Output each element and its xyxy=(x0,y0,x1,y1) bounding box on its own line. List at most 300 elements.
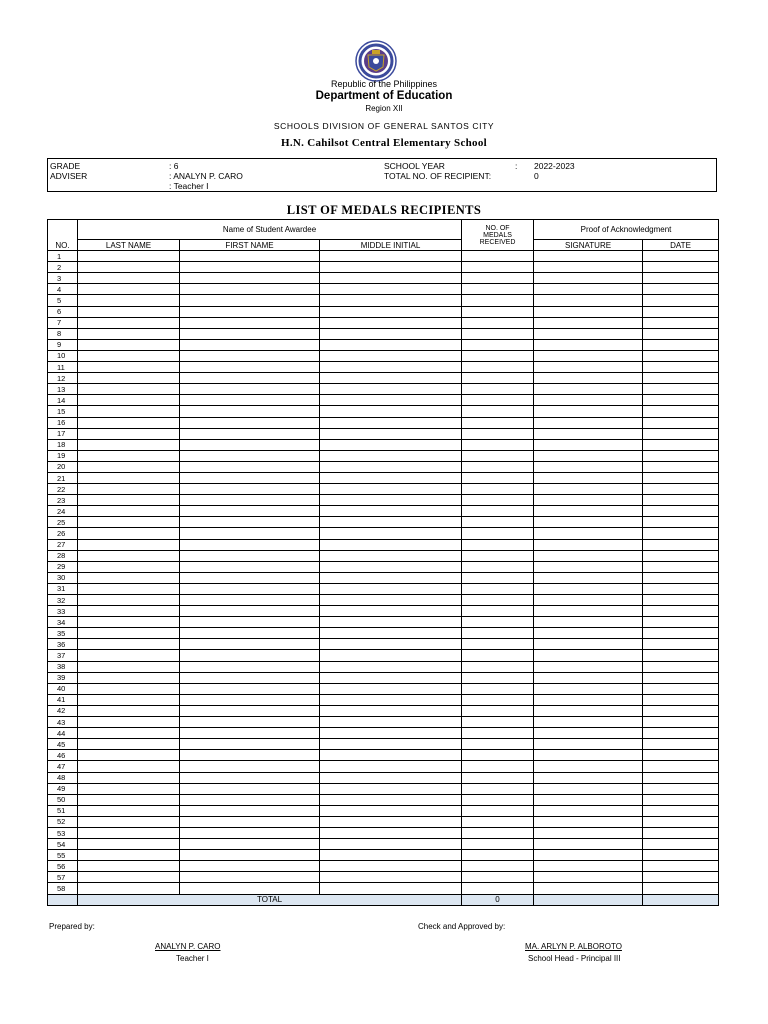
middle-initial-cell[interactable] xyxy=(320,461,462,472)
middle-initial-cell[interactable] xyxy=(320,761,462,772)
date-cell[interactable] xyxy=(643,428,719,439)
date-cell[interactable] xyxy=(643,284,719,295)
last-name-cell[interactable] xyxy=(78,273,180,284)
last-name-cell[interactable] xyxy=(78,650,180,661)
first-name-cell[interactable] xyxy=(180,728,320,739)
last-name-cell[interactable] xyxy=(78,284,180,295)
signature-cell[interactable] xyxy=(534,373,643,384)
signature-cell[interactable] xyxy=(534,595,643,606)
date-cell[interactable] xyxy=(643,772,719,783)
medals-cell[interactable] xyxy=(462,517,534,528)
first-name-cell[interactable] xyxy=(180,395,320,406)
date-cell[interactable] xyxy=(643,705,719,716)
first-name-cell[interactable] xyxy=(180,284,320,295)
medals-cell[interactable] xyxy=(462,628,534,639)
medals-cell[interactable] xyxy=(462,639,534,650)
middle-initial-cell[interactable] xyxy=(320,472,462,483)
medals-cell[interactable] xyxy=(462,761,534,772)
signature-cell[interactable] xyxy=(534,783,643,794)
date-cell[interactable] xyxy=(643,794,719,805)
medals-cell[interactable] xyxy=(462,362,534,373)
first-name-cell[interactable] xyxy=(180,861,320,872)
date-cell[interactable] xyxy=(643,306,719,317)
signature-cell[interactable] xyxy=(534,472,643,483)
date-cell[interactable] xyxy=(643,750,719,761)
medals-cell[interactable] xyxy=(462,694,534,705)
signature-cell[interactable] xyxy=(534,439,643,450)
signature-cell[interactable] xyxy=(534,628,643,639)
signature-cell[interactable] xyxy=(534,450,643,461)
first-name-cell[interactable] xyxy=(180,883,320,894)
middle-initial-cell[interactable] xyxy=(320,539,462,550)
middle-initial-cell[interactable] xyxy=(320,517,462,528)
signature-cell[interactable] xyxy=(534,251,643,262)
first-name-cell[interactable] xyxy=(180,872,320,883)
signature-cell[interactable] xyxy=(534,262,643,273)
medals-cell[interactable] xyxy=(462,284,534,295)
middle-initial-cell[interactable] xyxy=(320,350,462,361)
signature-cell[interactable] xyxy=(534,639,643,650)
middle-initial-cell[interactable] xyxy=(320,728,462,739)
signature-cell[interactable] xyxy=(534,739,643,750)
middle-initial-cell[interactable] xyxy=(320,328,462,339)
signature-cell[interactable] xyxy=(534,406,643,417)
signature-cell[interactable] xyxy=(534,794,643,805)
medals-cell[interactable] xyxy=(462,317,534,328)
date-cell[interactable] xyxy=(643,384,719,395)
last-name-cell[interactable] xyxy=(78,861,180,872)
first-name-cell[interactable] xyxy=(180,439,320,450)
date-cell[interactable] xyxy=(643,728,719,739)
signature-cell[interactable] xyxy=(534,839,643,850)
medals-cell[interactable] xyxy=(462,805,534,816)
first-name-cell[interactable] xyxy=(180,694,320,705)
middle-initial-cell[interactable] xyxy=(320,339,462,350)
last-name-cell[interactable] xyxy=(78,628,180,639)
signature-cell[interactable] xyxy=(534,717,643,728)
middle-initial-cell[interactable] xyxy=(320,362,462,373)
first-name-cell[interactable] xyxy=(180,306,320,317)
medals-cell[interactable] xyxy=(462,794,534,805)
signature-cell[interactable] xyxy=(534,683,643,694)
middle-initial-cell[interactable] xyxy=(320,273,462,284)
last-name-cell[interactable] xyxy=(78,816,180,827)
middle-initial-cell[interactable] xyxy=(320,450,462,461)
date-cell[interactable] xyxy=(643,583,719,594)
date-cell[interactable] xyxy=(643,606,719,617)
first-name-cell[interactable] xyxy=(180,705,320,716)
signature-cell[interactable] xyxy=(534,728,643,739)
last-name-cell[interactable] xyxy=(78,317,180,328)
date-cell[interactable] xyxy=(643,417,719,428)
signature-cell[interactable] xyxy=(534,772,643,783)
last-name-cell[interactable] xyxy=(78,406,180,417)
first-name-cell[interactable] xyxy=(180,650,320,661)
middle-initial-cell[interactable] xyxy=(320,317,462,328)
first-name-cell[interactable] xyxy=(180,683,320,694)
last-name-cell[interactable] xyxy=(78,450,180,461)
date-cell[interactable] xyxy=(643,484,719,495)
medals-cell[interactable] xyxy=(462,650,534,661)
last-name-cell[interactable] xyxy=(78,539,180,550)
first-name-cell[interactable] xyxy=(180,528,320,539)
medals-cell[interactable] xyxy=(462,328,534,339)
last-name-cell[interactable] xyxy=(78,783,180,794)
signature-cell[interactable] xyxy=(534,761,643,772)
medals-cell[interactable] xyxy=(462,506,534,517)
medals-cell[interactable] xyxy=(462,883,534,894)
date-cell[interactable] xyxy=(643,839,719,850)
signature-cell[interactable] xyxy=(534,284,643,295)
first-name-cell[interactable] xyxy=(180,517,320,528)
date-cell[interactable] xyxy=(643,506,719,517)
middle-initial-cell[interactable] xyxy=(320,373,462,384)
first-name-cell[interactable] xyxy=(180,428,320,439)
date-cell[interactable] xyxy=(643,273,719,284)
date-cell[interactable] xyxy=(643,872,719,883)
middle-initial-cell[interactable] xyxy=(320,417,462,428)
middle-initial-cell[interactable] xyxy=(320,794,462,805)
signature-cell[interactable] xyxy=(534,816,643,827)
last-name-cell[interactable] xyxy=(78,517,180,528)
last-name-cell[interactable] xyxy=(78,694,180,705)
signature-cell[interactable] xyxy=(534,861,643,872)
last-name-cell[interactable] xyxy=(78,384,180,395)
middle-initial-cell[interactable] xyxy=(320,694,462,705)
signature-cell[interactable] xyxy=(534,872,643,883)
middle-initial-cell[interactable] xyxy=(320,850,462,861)
date-cell[interactable] xyxy=(643,450,719,461)
date-cell[interactable] xyxy=(643,761,719,772)
last-name-cell[interactable] xyxy=(78,395,180,406)
signature-cell[interactable] xyxy=(534,572,643,583)
medals-cell[interactable] xyxy=(462,772,534,783)
middle-initial-cell[interactable] xyxy=(320,428,462,439)
middle-initial-cell[interactable] xyxy=(320,561,462,572)
middle-initial-cell[interactable] xyxy=(320,595,462,606)
last-name-cell[interactable] xyxy=(78,506,180,517)
last-name-cell[interactable] xyxy=(78,472,180,483)
first-name-cell[interactable] xyxy=(180,739,320,750)
last-name-cell[interactable] xyxy=(78,728,180,739)
signature-cell[interactable] xyxy=(534,650,643,661)
first-name-cell[interactable] xyxy=(180,362,320,373)
signature-cell[interactable] xyxy=(534,705,643,716)
signature-cell[interactable] xyxy=(534,561,643,572)
last-name-cell[interactable] xyxy=(78,484,180,495)
middle-initial-cell[interactable] xyxy=(320,617,462,628)
signature-cell[interactable] xyxy=(534,362,643,373)
first-name-cell[interactable] xyxy=(180,850,320,861)
signature-cell[interactable] xyxy=(534,428,643,439)
middle-initial-cell[interactable] xyxy=(320,883,462,894)
middle-initial-cell[interactable] xyxy=(320,395,462,406)
first-name-cell[interactable] xyxy=(180,717,320,728)
first-name-cell[interactable] xyxy=(180,595,320,606)
first-name-cell[interactable] xyxy=(180,827,320,838)
medals-cell[interactable] xyxy=(462,783,534,794)
middle-initial-cell[interactable] xyxy=(320,705,462,716)
date-cell[interactable] xyxy=(643,883,719,894)
date-cell[interactable] xyxy=(643,373,719,384)
middle-initial-cell[interactable] xyxy=(320,861,462,872)
last-name-cell[interactable] xyxy=(78,528,180,539)
first-name-cell[interactable] xyxy=(180,750,320,761)
last-name-cell[interactable] xyxy=(78,561,180,572)
date-cell[interactable] xyxy=(643,628,719,639)
signature-cell[interactable] xyxy=(534,295,643,306)
first-name-cell[interactable] xyxy=(180,805,320,816)
middle-initial-cell[interactable] xyxy=(320,783,462,794)
last-name-cell[interactable] xyxy=(78,350,180,361)
medals-cell[interactable] xyxy=(462,705,534,716)
middle-initial-cell[interactable] xyxy=(320,628,462,639)
last-name-cell[interactable] xyxy=(78,705,180,716)
date-cell[interactable] xyxy=(643,495,719,506)
signature-cell[interactable] xyxy=(534,850,643,861)
medals-cell[interactable] xyxy=(462,595,534,606)
middle-initial-cell[interactable] xyxy=(320,650,462,661)
date-cell[interactable] xyxy=(643,461,719,472)
medals-cell[interactable] xyxy=(462,750,534,761)
first-name-cell[interactable] xyxy=(180,472,320,483)
date-cell[interactable] xyxy=(643,350,719,361)
medals-cell[interactable] xyxy=(462,428,534,439)
first-name-cell[interactable] xyxy=(180,617,320,628)
medals-cell[interactable] xyxy=(462,484,534,495)
date-cell[interactable] xyxy=(643,717,719,728)
medals-cell[interactable] xyxy=(462,861,534,872)
signature-cell[interactable] xyxy=(534,805,643,816)
medals-cell[interactable] xyxy=(462,417,534,428)
medals-cell[interactable] xyxy=(462,717,534,728)
medals-cell[interactable] xyxy=(462,461,534,472)
middle-initial-cell[interactable] xyxy=(320,406,462,417)
date-cell[interactable] xyxy=(643,816,719,827)
date-cell[interactable] xyxy=(643,694,719,705)
date-cell[interactable] xyxy=(643,439,719,450)
first-name-cell[interactable] xyxy=(180,506,320,517)
date-cell[interactable] xyxy=(643,827,719,838)
first-name-cell[interactable] xyxy=(180,384,320,395)
first-name-cell[interactable] xyxy=(180,761,320,772)
signature-cell[interactable] xyxy=(534,350,643,361)
date-cell[interactable] xyxy=(643,251,719,262)
last-name-cell[interactable] xyxy=(78,495,180,506)
signature-cell[interactable] xyxy=(534,750,643,761)
first-name-cell[interactable] xyxy=(180,273,320,284)
last-name-cell[interactable] xyxy=(78,883,180,894)
medals-cell[interactable] xyxy=(462,606,534,617)
last-name-cell[interactable] xyxy=(78,572,180,583)
date-cell[interactable] xyxy=(643,528,719,539)
date-cell[interactable] xyxy=(643,295,719,306)
date-cell[interactable] xyxy=(643,328,719,339)
medals-cell[interactable] xyxy=(462,572,534,583)
last-name-cell[interactable] xyxy=(78,772,180,783)
middle-initial-cell[interactable] xyxy=(320,262,462,273)
middle-initial-cell[interactable] xyxy=(320,583,462,594)
signature-cell[interactable] xyxy=(534,417,643,428)
medals-cell[interactable] xyxy=(462,450,534,461)
last-name-cell[interactable] xyxy=(78,805,180,816)
signature-cell[interactable] xyxy=(534,273,643,284)
middle-initial-cell[interactable] xyxy=(320,839,462,850)
last-name-cell[interactable] xyxy=(78,417,180,428)
date-cell[interactable] xyxy=(643,517,719,528)
medals-cell[interactable] xyxy=(462,306,534,317)
date-cell[interactable] xyxy=(643,861,719,872)
signature-cell[interactable] xyxy=(534,528,643,539)
middle-initial-cell[interactable] xyxy=(320,805,462,816)
signature-cell[interactable] xyxy=(534,883,643,894)
last-name-cell[interactable] xyxy=(78,550,180,561)
last-name-cell[interactable] xyxy=(78,761,180,772)
medals-cell[interactable] xyxy=(462,295,534,306)
medals-cell[interactable] xyxy=(462,395,534,406)
signature-cell[interactable] xyxy=(534,384,643,395)
last-name-cell[interactable] xyxy=(78,639,180,650)
last-name-cell[interactable] xyxy=(78,373,180,384)
first-name-cell[interactable] xyxy=(180,794,320,805)
medals-cell[interactable] xyxy=(462,550,534,561)
first-name-cell[interactable] xyxy=(180,450,320,461)
signature-cell[interactable] xyxy=(534,583,643,594)
signature-cell[interactable] xyxy=(534,550,643,561)
middle-initial-cell[interactable] xyxy=(320,872,462,883)
medals-cell[interactable] xyxy=(462,373,534,384)
date-cell[interactable] xyxy=(643,362,719,373)
medals-cell[interactable] xyxy=(462,617,534,628)
medals-cell[interactable] xyxy=(462,472,534,483)
last-name-cell[interactable] xyxy=(78,328,180,339)
medals-cell[interactable] xyxy=(462,384,534,395)
signature-cell[interactable] xyxy=(534,661,643,672)
last-name-cell[interactable] xyxy=(78,717,180,728)
medals-cell[interactable] xyxy=(462,350,534,361)
first-name-cell[interactable] xyxy=(180,417,320,428)
medals-cell[interactable] xyxy=(462,561,534,572)
last-name-cell[interactable] xyxy=(78,617,180,628)
first-name-cell[interactable] xyxy=(180,572,320,583)
last-name-cell[interactable] xyxy=(78,827,180,838)
first-name-cell[interactable] xyxy=(180,484,320,495)
medals-cell[interactable] xyxy=(462,850,534,861)
signature-cell[interactable] xyxy=(534,694,643,705)
date-cell[interactable] xyxy=(643,561,719,572)
medals-cell[interactable] xyxy=(462,262,534,273)
medals-cell[interactable] xyxy=(462,816,534,827)
medals-cell[interactable] xyxy=(462,739,534,750)
medals-cell[interactable] xyxy=(462,839,534,850)
medals-cell[interactable] xyxy=(462,661,534,672)
date-cell[interactable] xyxy=(643,262,719,273)
last-name-cell[interactable] xyxy=(78,794,180,805)
first-name-cell[interactable] xyxy=(180,262,320,273)
first-name-cell[interactable] xyxy=(180,406,320,417)
date-cell[interactable] xyxy=(643,339,719,350)
middle-initial-cell[interactable] xyxy=(320,439,462,450)
medals-cell[interactable] xyxy=(462,251,534,262)
last-name-cell[interactable] xyxy=(78,251,180,262)
signature-cell[interactable] xyxy=(534,495,643,506)
last-name-cell[interactable] xyxy=(78,839,180,850)
middle-initial-cell[interactable] xyxy=(320,306,462,317)
first-name-cell[interactable] xyxy=(180,628,320,639)
date-cell[interactable] xyxy=(643,617,719,628)
medals-cell[interactable] xyxy=(462,539,534,550)
first-name-cell[interactable] xyxy=(180,783,320,794)
middle-initial-cell[interactable] xyxy=(320,384,462,395)
first-name-cell[interactable] xyxy=(180,661,320,672)
medals-cell[interactable] xyxy=(462,528,534,539)
signature-cell[interactable] xyxy=(534,317,643,328)
last-name-cell[interactable] xyxy=(78,461,180,472)
medals-cell[interactable] xyxy=(462,406,534,417)
middle-initial-cell[interactable] xyxy=(320,606,462,617)
medals-cell[interactable] xyxy=(462,495,534,506)
middle-initial-cell[interactable] xyxy=(320,550,462,561)
signature-cell[interactable] xyxy=(534,506,643,517)
first-name-cell[interactable] xyxy=(180,317,320,328)
last-name-cell[interactable] xyxy=(78,872,180,883)
date-cell[interactable] xyxy=(643,650,719,661)
middle-initial-cell[interactable] xyxy=(320,484,462,495)
last-name-cell[interactable] xyxy=(78,850,180,861)
date-cell[interactable] xyxy=(643,572,719,583)
last-name-cell[interactable] xyxy=(78,595,180,606)
first-name-cell[interactable] xyxy=(180,373,320,384)
date-cell[interactable] xyxy=(643,739,719,750)
date-cell[interactable] xyxy=(643,472,719,483)
middle-initial-cell[interactable] xyxy=(320,528,462,539)
first-name-cell[interactable] xyxy=(180,839,320,850)
date-cell[interactable] xyxy=(643,317,719,328)
middle-initial-cell[interactable] xyxy=(320,739,462,750)
first-name-cell[interactable] xyxy=(180,295,320,306)
middle-initial-cell[interactable] xyxy=(320,683,462,694)
last-name-cell[interactable] xyxy=(78,262,180,273)
last-name-cell[interactable] xyxy=(78,672,180,683)
date-cell[interactable] xyxy=(643,539,719,550)
signature-cell[interactable] xyxy=(534,672,643,683)
first-name-cell[interactable] xyxy=(180,328,320,339)
last-name-cell[interactable] xyxy=(78,606,180,617)
first-name-cell[interactable] xyxy=(180,339,320,350)
last-name-cell[interactable] xyxy=(78,295,180,306)
signature-cell[interactable] xyxy=(534,539,643,550)
first-name-cell[interactable] xyxy=(180,251,320,262)
medals-cell[interactable] xyxy=(462,683,534,694)
signature-cell[interactable] xyxy=(534,339,643,350)
middle-initial-cell[interactable] xyxy=(320,506,462,517)
last-name-cell[interactable] xyxy=(78,306,180,317)
signature-cell[interactable] xyxy=(534,484,643,495)
medals-cell[interactable] xyxy=(462,728,534,739)
last-name-cell[interactable] xyxy=(78,583,180,594)
medals-cell[interactable] xyxy=(462,872,534,883)
middle-initial-cell[interactable] xyxy=(320,572,462,583)
date-cell[interactable] xyxy=(643,639,719,650)
first-name-cell[interactable] xyxy=(180,539,320,550)
last-name-cell[interactable] xyxy=(78,750,180,761)
middle-initial-cell[interactable] xyxy=(320,827,462,838)
signature-cell[interactable] xyxy=(534,517,643,528)
medals-cell[interactable] xyxy=(462,827,534,838)
first-name-cell[interactable] xyxy=(180,561,320,572)
medals-cell[interactable] xyxy=(462,339,534,350)
middle-initial-cell[interactable] xyxy=(320,251,462,262)
